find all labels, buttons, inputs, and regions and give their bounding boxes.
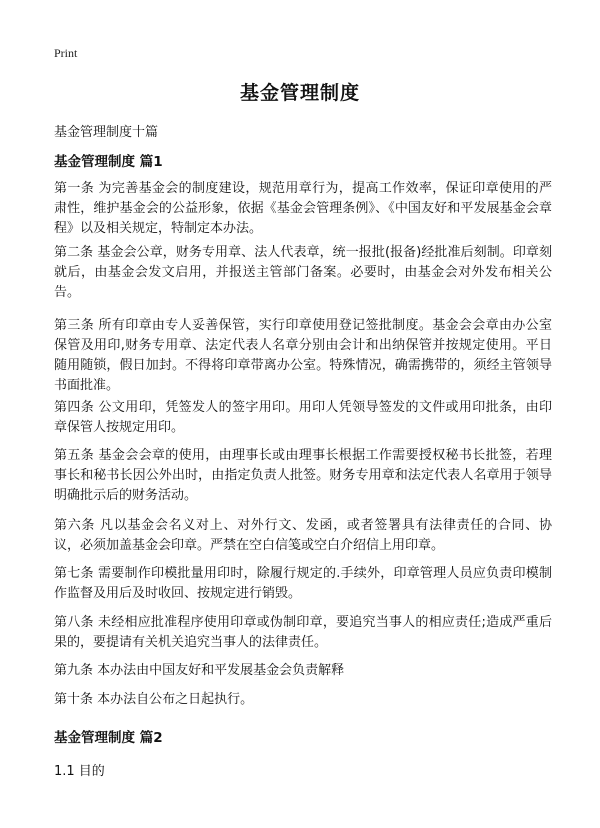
document-subtitle: 基金管理制度十篇 — [54, 125, 159, 140]
section-heading-1: 基金管理制度 篇1 — [54, 154, 163, 170]
paragraph-article-6: 第六条 凡以基金会名义对上、对外行文、发函，或者签署具有法律责任的合同、协议，必须加盖基金会印章。严禁在空白信笺或空白介绍信上用印章。 — [54, 518, 552, 553]
paragraph-article-7: 第七条 需要制作印模批量用印时，除履行规定的.手续外，印章管理人员应负责印模制作监督及用后及时收回、按规定进行销毁。 — [54, 566, 552, 601]
paragraph-article-9: 第九条 本办法由中国友好和平发展基金会负责解释 — [54, 663, 345, 678]
paragraph-article-4: 第四条 公文用印，凭签发人的签字用印。用印人凭领导签发的文件或用印批条，由印章保管人按规定用印。 — [54, 400, 552, 435]
paragraph-article-8: 第八条 未经相应批准程序使用印章或伪制印章，要追究当事人的相应责任;造成严重后果的，要提请有关机关追究当事人的法律责任。 — [54, 615, 552, 650]
paragraph-1-1: 1.1 目的 — [54, 764, 105, 779]
section-heading-2: 基金管理制度 篇2 — [54, 730, 163, 746]
page-title: 基金管理制度 — [239, 82, 360, 104]
print-label[interactable]: Print — [54, 46, 78, 60]
paragraph-article-3: 第三条 所有印章由专人妥善保管，实行印章使用登记签批制度。基金会会章由办公室保管及用印,财务专用章、法定代表人名章分别由会计和出纳保管并按规定使用。平日随用随锁，假日加封。不得将印章带离办公室。特殊情况，确需携带的，须经主管领导书面批准。 — [54, 318, 552, 393]
paragraph-article-1: 第一条 为完善基金会的制度建设，规范用章行为，提高工作效率，保证印章使用的严肃性，维护基金会的公益形象，依据《基金会管理条例》、《中国友好和平发展基金会章程》以及相关规定，特制定本办法。 — [54, 181, 552, 236]
paragraph-article-2: 第二条 基金会公章，财务专用章、法人代表章，统一报批(报备)经批准后刻制。印章刻就后，由基金会发文启用，并报送主管部门备案。必要时，由基金会对外发布相关公告。 — [54, 245, 552, 300]
paragraph-article-10: 第十条 本办法自公布之日起执行。 — [54, 692, 254, 707]
paragraph-article-5: 第五条 基金会会章的使用，由理事长或由理事长根据工作需要授权秘书长批签，若理事长和秘书长因公外出时，由指定负责人批签。财务专用章和法定代表人名章用于领导明确批示后的财务活动。 — [54, 448, 552, 503]
